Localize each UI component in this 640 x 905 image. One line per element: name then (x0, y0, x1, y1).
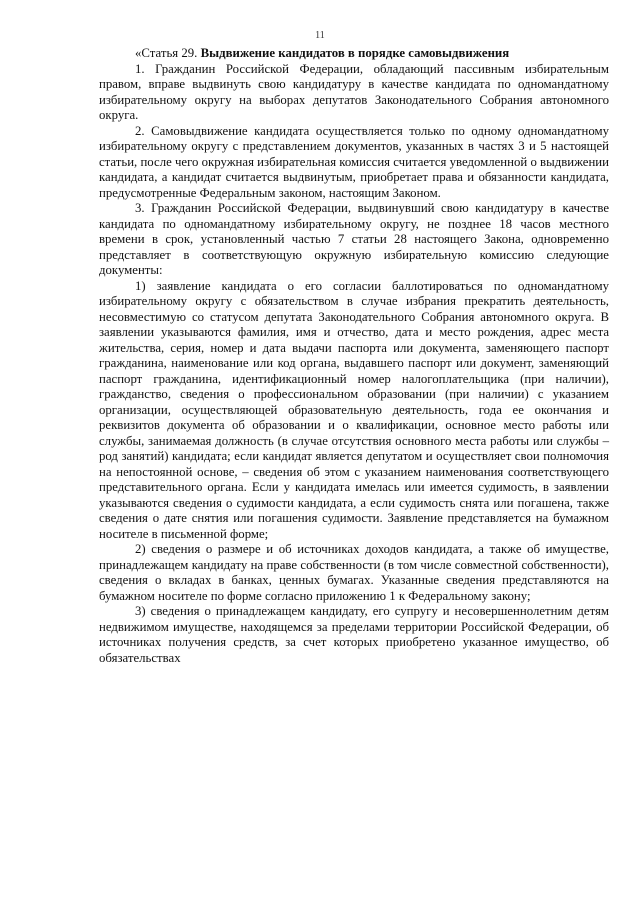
paragraph: 3. Гражданин Российской Федерации, выдвинувший свою кандидатуру в качестве кандидата по одномандатному избирательному округу, не позднее 18 часов местного времени в срок, установленный частью 7 статьи 28 настоящего Закона, одновременно представляет в соответствующую окружную избирательную комиссию следующие документы: (99, 201, 609, 277)
list-item: 2) сведения о размере и об источниках доходов кандидата, а также об имуществе, принадлежащем кандидату на праве собственности (в том числе совместной собственности), сведения о вкладах в банках, ценных бумагах. Указанные сведения представляются на бумажном носителе по форме согласно приложению 1 к Федеральному закону; (99, 542, 609, 603)
page-number: 11 (315, 30, 325, 41)
article-title (99, 46, 609, 62)
article-title-prefix: «Статья 29. (135, 46, 201, 60)
document-body (99, 46, 609, 666)
list-item: 3) сведения о принадлежащем кандидату, его супругу и несовершеннолетним детям недвижимом имуществе, находящемся за пределами территории Российской Федерации, об источниках получения средств, за счет которых приобретено указанное имущество, об обязательствах (99, 604, 609, 665)
article-title-bold: Выдвижение кандидатов в порядке самовыдвижения (200, 46, 510, 60)
list-item: 1) заявление кандидата о его согласии баллотироваться по одномандатному избирательному округу с обязательством в случае избрания прекратить деятельность, несовместимую со статусом депутата Законодательного Собрания автономного округа. В заявлении указываются фамилия, имя и отчество, дата и место рождения, адрес места жительства, серия, номер и дата выдачи паспорта или документа, заменяющего паспорт гражданина, наименование или код органа, выдавшего паспорт или документ, заменяющий паспорт гражданина, идентификационный номер налогоплательщика (при наличии), гражданство, сведения о профессиональном образовании (при наличии) с указанием организации, осуществляющей образовательную деятельность, года ее окончания и реквизитов документа об образовании и о квалификации, основное место работы или службы, занимаемая должность (в случае отсутствия основного места работы или службы – род занятий) кандидата; если кандидат является депутатом и осуществляет свои полномочия на непостоянной основе, – сведения об этом с указанием наименования соответствующего представительного органа. Если у кандидата имелась или имеется судимость, в заявлении указываются сведения о судимости кандидата, а если судимость снята или погашена, также сведения о дате снятия или погашения судимости. Заявление представляется на бумажном носителе в письменной форме; (99, 278, 609, 541)
paragraph: 2. Самовыдвижение кандидата осуществляется только по одному одномандатному избирательному округу с представлением документов, указанных в частях 3 и 5 настоящей статьи, после чего окружная избирательная комиссия считается уведомленной о выдвижении кандидата, а кандидат считается выдвинутым, приобретает права и обязанности кандидата, предусмотренные Федеральным законом, настоящим Законом. (99, 123, 609, 200)
paragraph: 1. Гражданин Российской Федерации, обладающий пассивным избирательным правом, вправе выдвинуть свою кандидатуру в качестве кандидата по одномандатному избирательному округу на выборах депутатов Законодательного Собрания автономного округа. (99, 61, 609, 122)
